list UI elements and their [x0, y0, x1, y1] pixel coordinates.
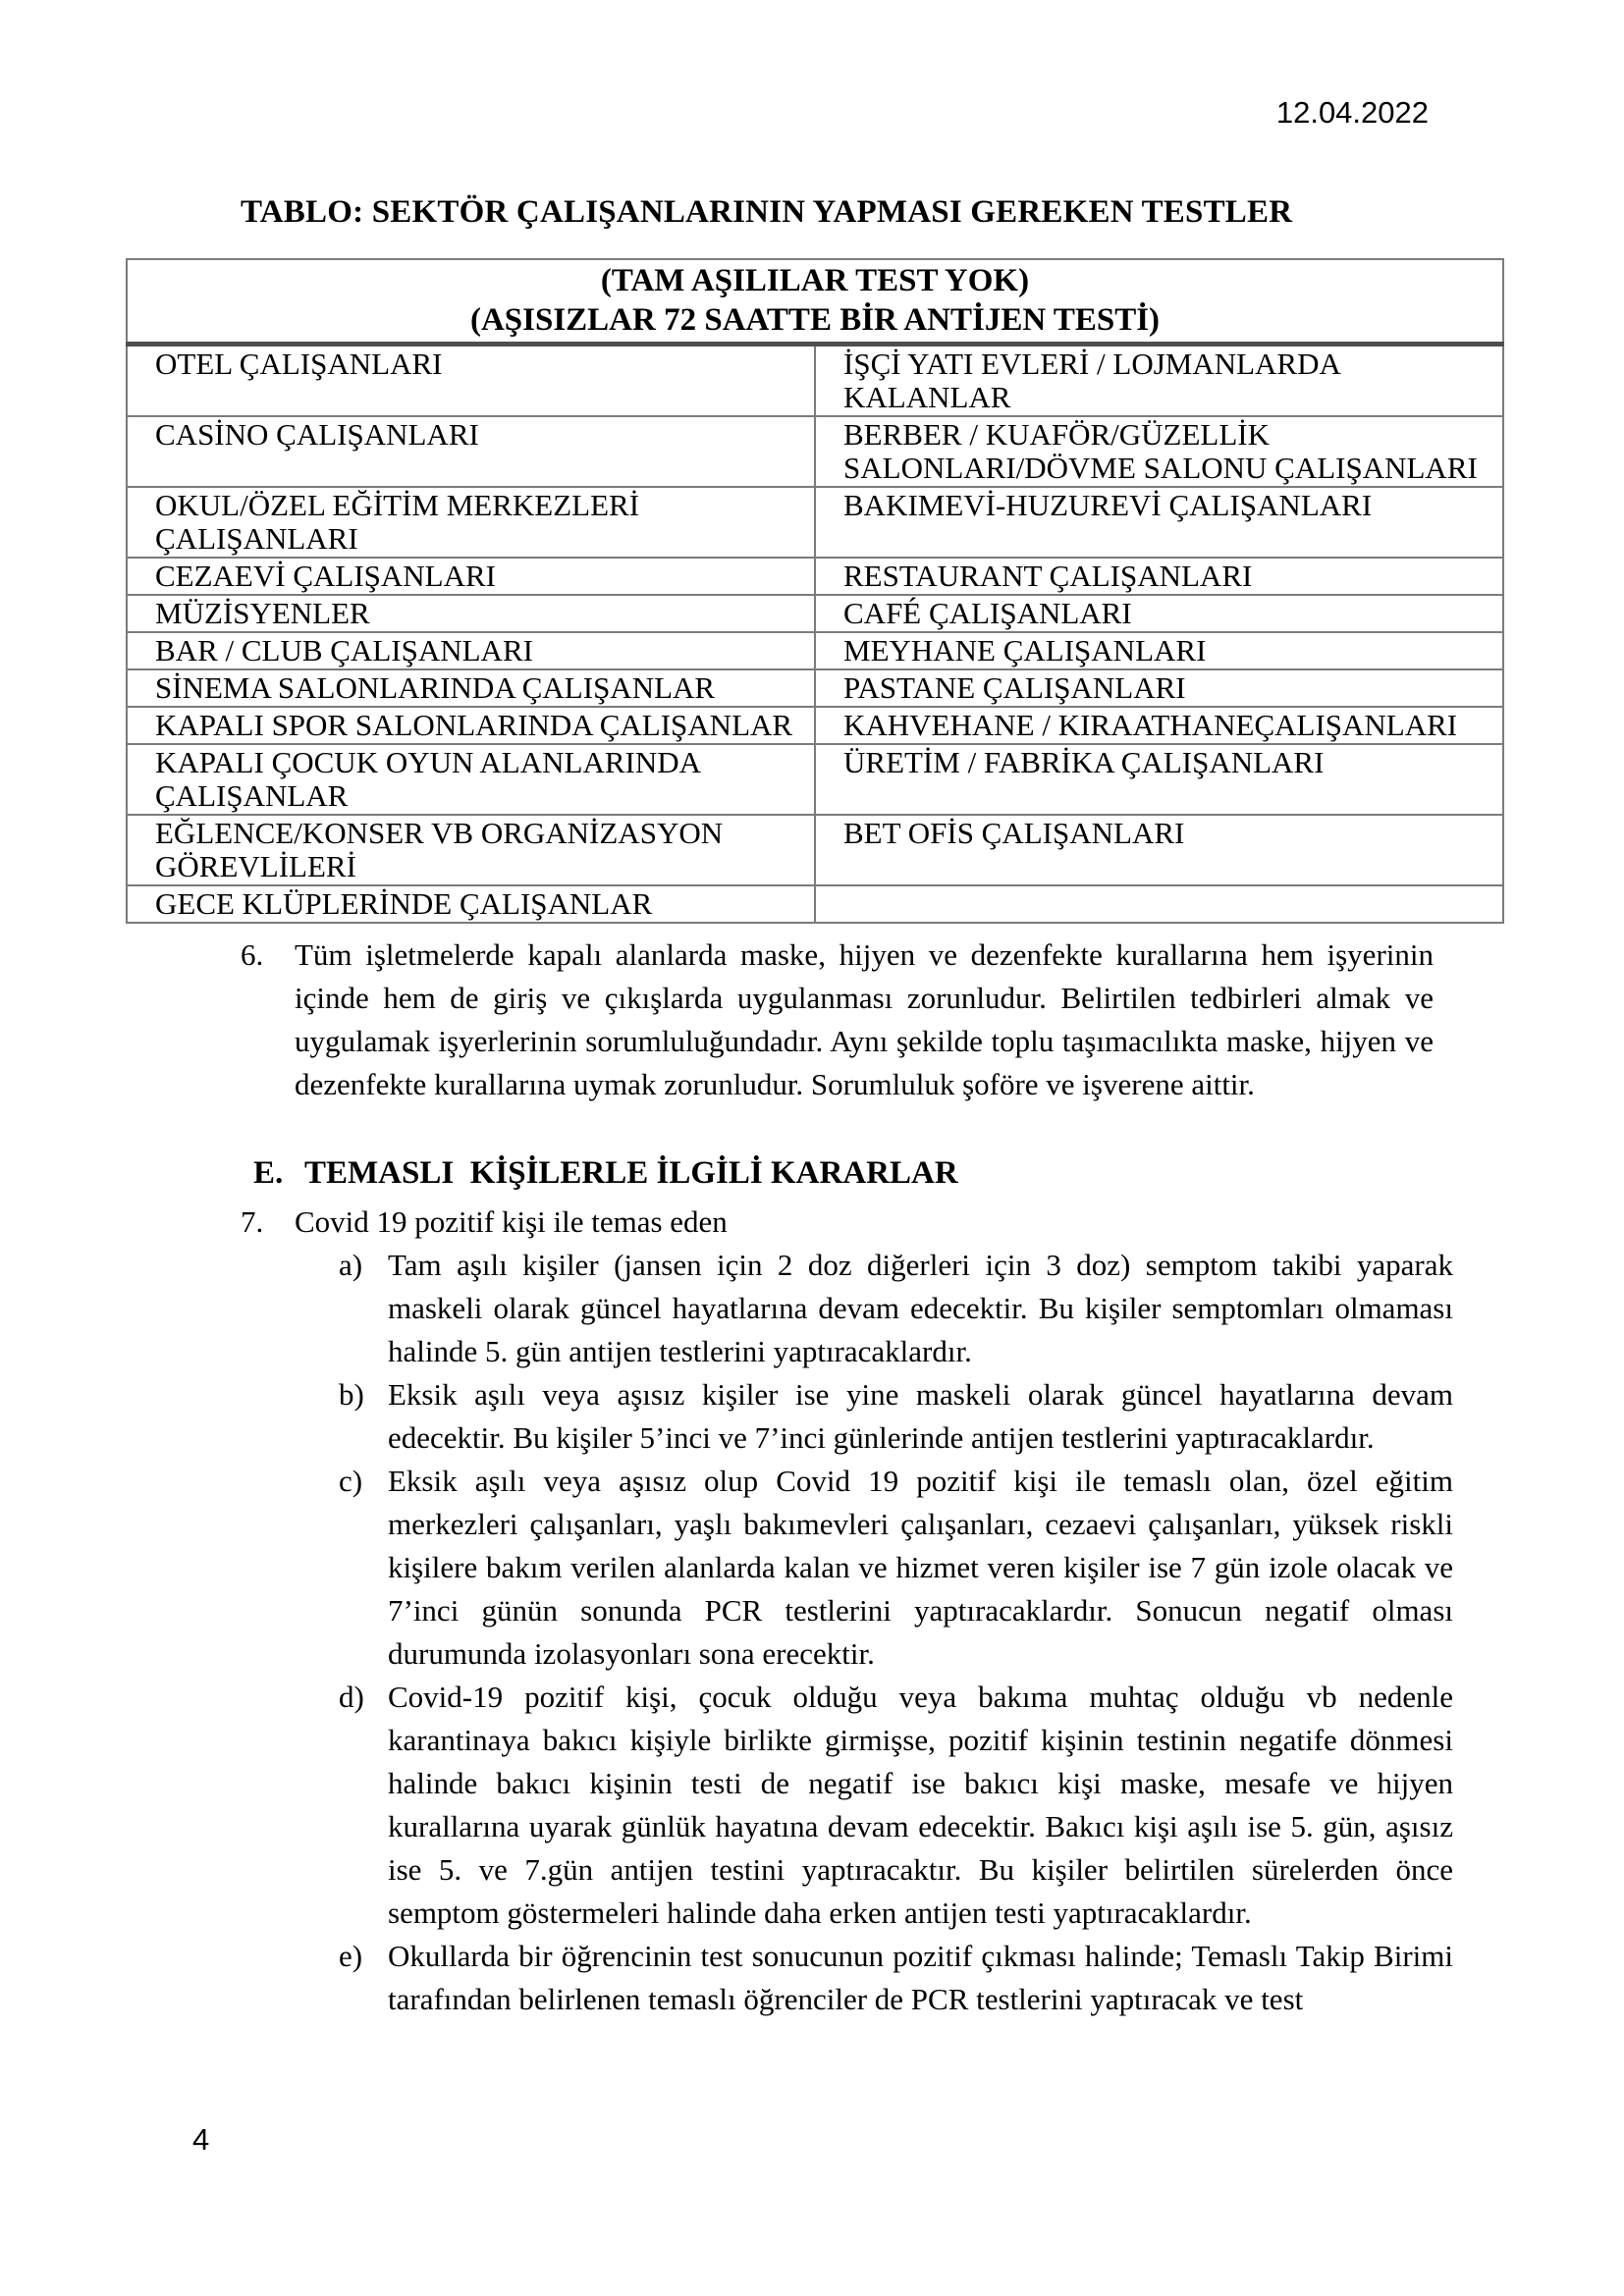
list-item-6 — [241, 934, 1434, 1106]
table-row — [127, 487, 1503, 558]
table-cell: SİNEMA SALONLARINDA ÇALIŞANLAR — [127, 669, 815, 707]
section-e-title: TEMASLI KİŞİLERLE İLGİLİ KARARLAR — [304, 1155, 958, 1191]
sub-item-c-text: Eksik aşılı veya aşısız olup Covid 19 pozitif kişi ile temaslı olan, özel eğitim merkezleri çalışanları, yaşlı bakımevleri çalışanları, cezaevi çalışanları, yüksek riskli kişilere bakım verilen alanlarda kalan ve hizmet veren kişiler ise 7 gün izole olacak ve 7’inci günün sonunda PCR testlerini yaptıracaklardır. Sonucun negatif olması durumunda izolasyonları sona erecektir. — [388, 1464, 1453, 1671]
sub-item-a-marker: a) — [339, 1248, 363, 1282]
sub-item-e-marker: e) — [339, 1939, 363, 1973]
list-item-7 — [241, 1201, 1434, 1244]
list-item-7-marker: 7. — [241, 1204, 264, 1239]
table-cell: PASTANE ÇALIŞANLARI — [815, 669, 1503, 707]
sub-item-c-marker: c) — [339, 1464, 363, 1498]
table-header-line-2: (AŞISIZLAR 72 SAATTE BİR ANTİJEN TESTİ) — [469, 302, 1161, 338]
sector-tests-table — [126, 258, 1504, 924]
table-cell: GECE KLÜPLERİNDE ÇALIŞANLAR — [127, 885, 815, 923]
document-title: TABLO: SEKTÖR ÇALIŞANLARININ YAPMASI GEREKEN TESTLER — [241, 194, 1293, 230]
sub-item-b-text: Eksik aşılı veya aşısız kişiler ise yine maskeli olarak güncel hayatlarına devam edecektir. Bu kişiler 5’inci ve 7’inci günlerinde antijen testlerini yaptıracaklardır. — [388, 1377, 1453, 1455]
page-number: 4 — [192, 2122, 210, 2157]
table-cell: EĞLENCE/KONSER VB ORGANİZASYON GÖREVLİLERİ — [127, 815, 815, 885]
sub-item-d-text: Covid-19 pozitif kişi, çocuk olduğu veya bakıma muhtaç olduğu vb nedenle karantinaya bakıcı kişiyle birlikte girmişse, pozitif kişinin testinin negatife dönmesi halinde bakıcı kişinin testi de negatif ise bakıcı kişi maske, mesafe ve hijyen kurallarına uyarak günlük hayatına devam edecektir. Bakıcı kişi aşılı ise 5. gün, aşısız ise 5. ve 7.gün antijen testini yaptıracaktır. Bu kişiler belirtilen sürelerden önce semptom göstermeleri halinde daha erken antijen testi yaptıracaklardır. — [388, 1680, 1453, 1930]
sub-item-a — [339, 1244, 1453, 1373]
table-cell — [815, 885, 1503, 923]
table-cell: OKUL/ÖZEL EĞİTİM MERKEZLERİ ÇALIŞANLARI — [127, 487, 815, 558]
table-row — [127, 744, 1503, 815]
table-cell: ÜRETİM / FABRİKA ÇALIŞANLARI — [815, 744, 1503, 815]
table-cell: BET OFİS ÇALIŞANLARI — [815, 815, 1503, 885]
list-item-6-text: Tüm işletmelerde kapalı alanlarda maske, hijyen ve dezenfekte kurallarına hem işyerinin içinde hem de giriş ve çıkışlarda uygulanması zorunludur. Belirtilen tedbirleri almak ve uygulamak işyerlerinin sorumluluğundadır. Aynı şekilde toplu taşımacılıkta maske, hijyen ve dezenfekte kurallarına uymak zorunludur. Sorumluluk şoföre ve işverene aittir. — [295, 937, 1434, 1101]
sub-item-e — [339, 1935, 1453, 2021]
table-row — [127, 345, 1503, 417]
table-cell: MEYHANE ÇALIŞANLARI — [815, 632, 1503, 669]
table-cell: KAPALI SPOR SALONLARINDA ÇALIŞANLAR — [127, 707, 815, 744]
table-cell: BAR / CLUB ÇALIŞANLARI — [127, 632, 815, 669]
table-cell: İŞÇİ YATI EVLERİ / LOJMANLARDA KALANLAR — [815, 345, 1503, 417]
table-row — [127, 416, 1503, 487]
table-row — [127, 815, 1503, 885]
sub-item-c — [339, 1460, 1453, 1676]
section-e-heading — [253, 1151, 1504, 1195]
table-row — [127, 707, 1503, 744]
table-cell: CAFÉ ÇALIŞANLARI — [815, 595, 1503, 632]
table-cell: CEZAEVİ ÇALIŞANLARI — [127, 558, 815, 595]
table-cell: KAHVEHANE / KIRAATHANEÇALIŞANLARI — [815, 707, 1503, 744]
list-item-7-text: Covid 19 pozitif kişi ile temas eden — [295, 1204, 728, 1239]
sub-item-b-marker: b) — [339, 1377, 364, 1412]
table-cell: BAKIMEVİ-HUZUREVİ ÇALIŞANLARI — [815, 487, 1503, 558]
sub-item-b — [339, 1373, 1453, 1460]
document-body — [126, 0, 1504, 2021]
table-cell: RESTAURANT ÇALIŞANLARI — [815, 558, 1503, 595]
table-cell: KAPALI ÇOCUK OYUN ALANLARINDA ÇALIŞANLAR — [127, 744, 815, 815]
table-cell: OTEL ÇALIŞANLARI — [127, 345, 815, 417]
table-header-cell — [127, 259, 1503, 345]
table-row — [127, 632, 1503, 669]
list-item-6-marker: 6. — [241, 937, 264, 972]
sub-item-e-text: Okullarda bir öğrencinin test sonucunun pozitif çıkması halinde; Temaslı Takip Birimi tarafından belirlenen temaslı öğrenciler de PCR testlerini yaptıracak ve test — [388, 1939, 1453, 2016]
table-cell: CASİNO ÇALIŞANLARI — [127, 416, 815, 487]
section-e-marker: E. — [253, 1155, 284, 1191]
sub-item-d — [339, 1676, 1453, 1935]
table-cell: BERBER / KUAFÖR/GÜZELLİK SALONLARI/DÖVME SALONU ÇALIŞANLARI — [815, 416, 1503, 487]
sub-item-d-marker: d) — [339, 1680, 364, 1714]
table-row — [127, 669, 1503, 707]
table-row — [127, 595, 1503, 632]
table-header-row — [127, 259, 1503, 345]
sub-item-a-text: Tam aşılı kişiler (jansen için 2 doz diğerleri için 3 doz) semptom takibi yaparak maskeli olarak güncel hayatlarına devam edecektir. Bu kişiler semptomları olmaması halinde 5. gün antijen testlerini yaptıracaklardır. — [388, 1248, 1453, 1368]
table-cell: MÜZİSYENLER — [127, 595, 815, 632]
table-row — [127, 558, 1503, 595]
table-row — [127, 885, 1503, 923]
document-date: 12.04.2022 — [1275, 95, 1429, 130]
table-header-line-1: (TAM AŞILILAR TEST YOK) — [600, 263, 1030, 298]
